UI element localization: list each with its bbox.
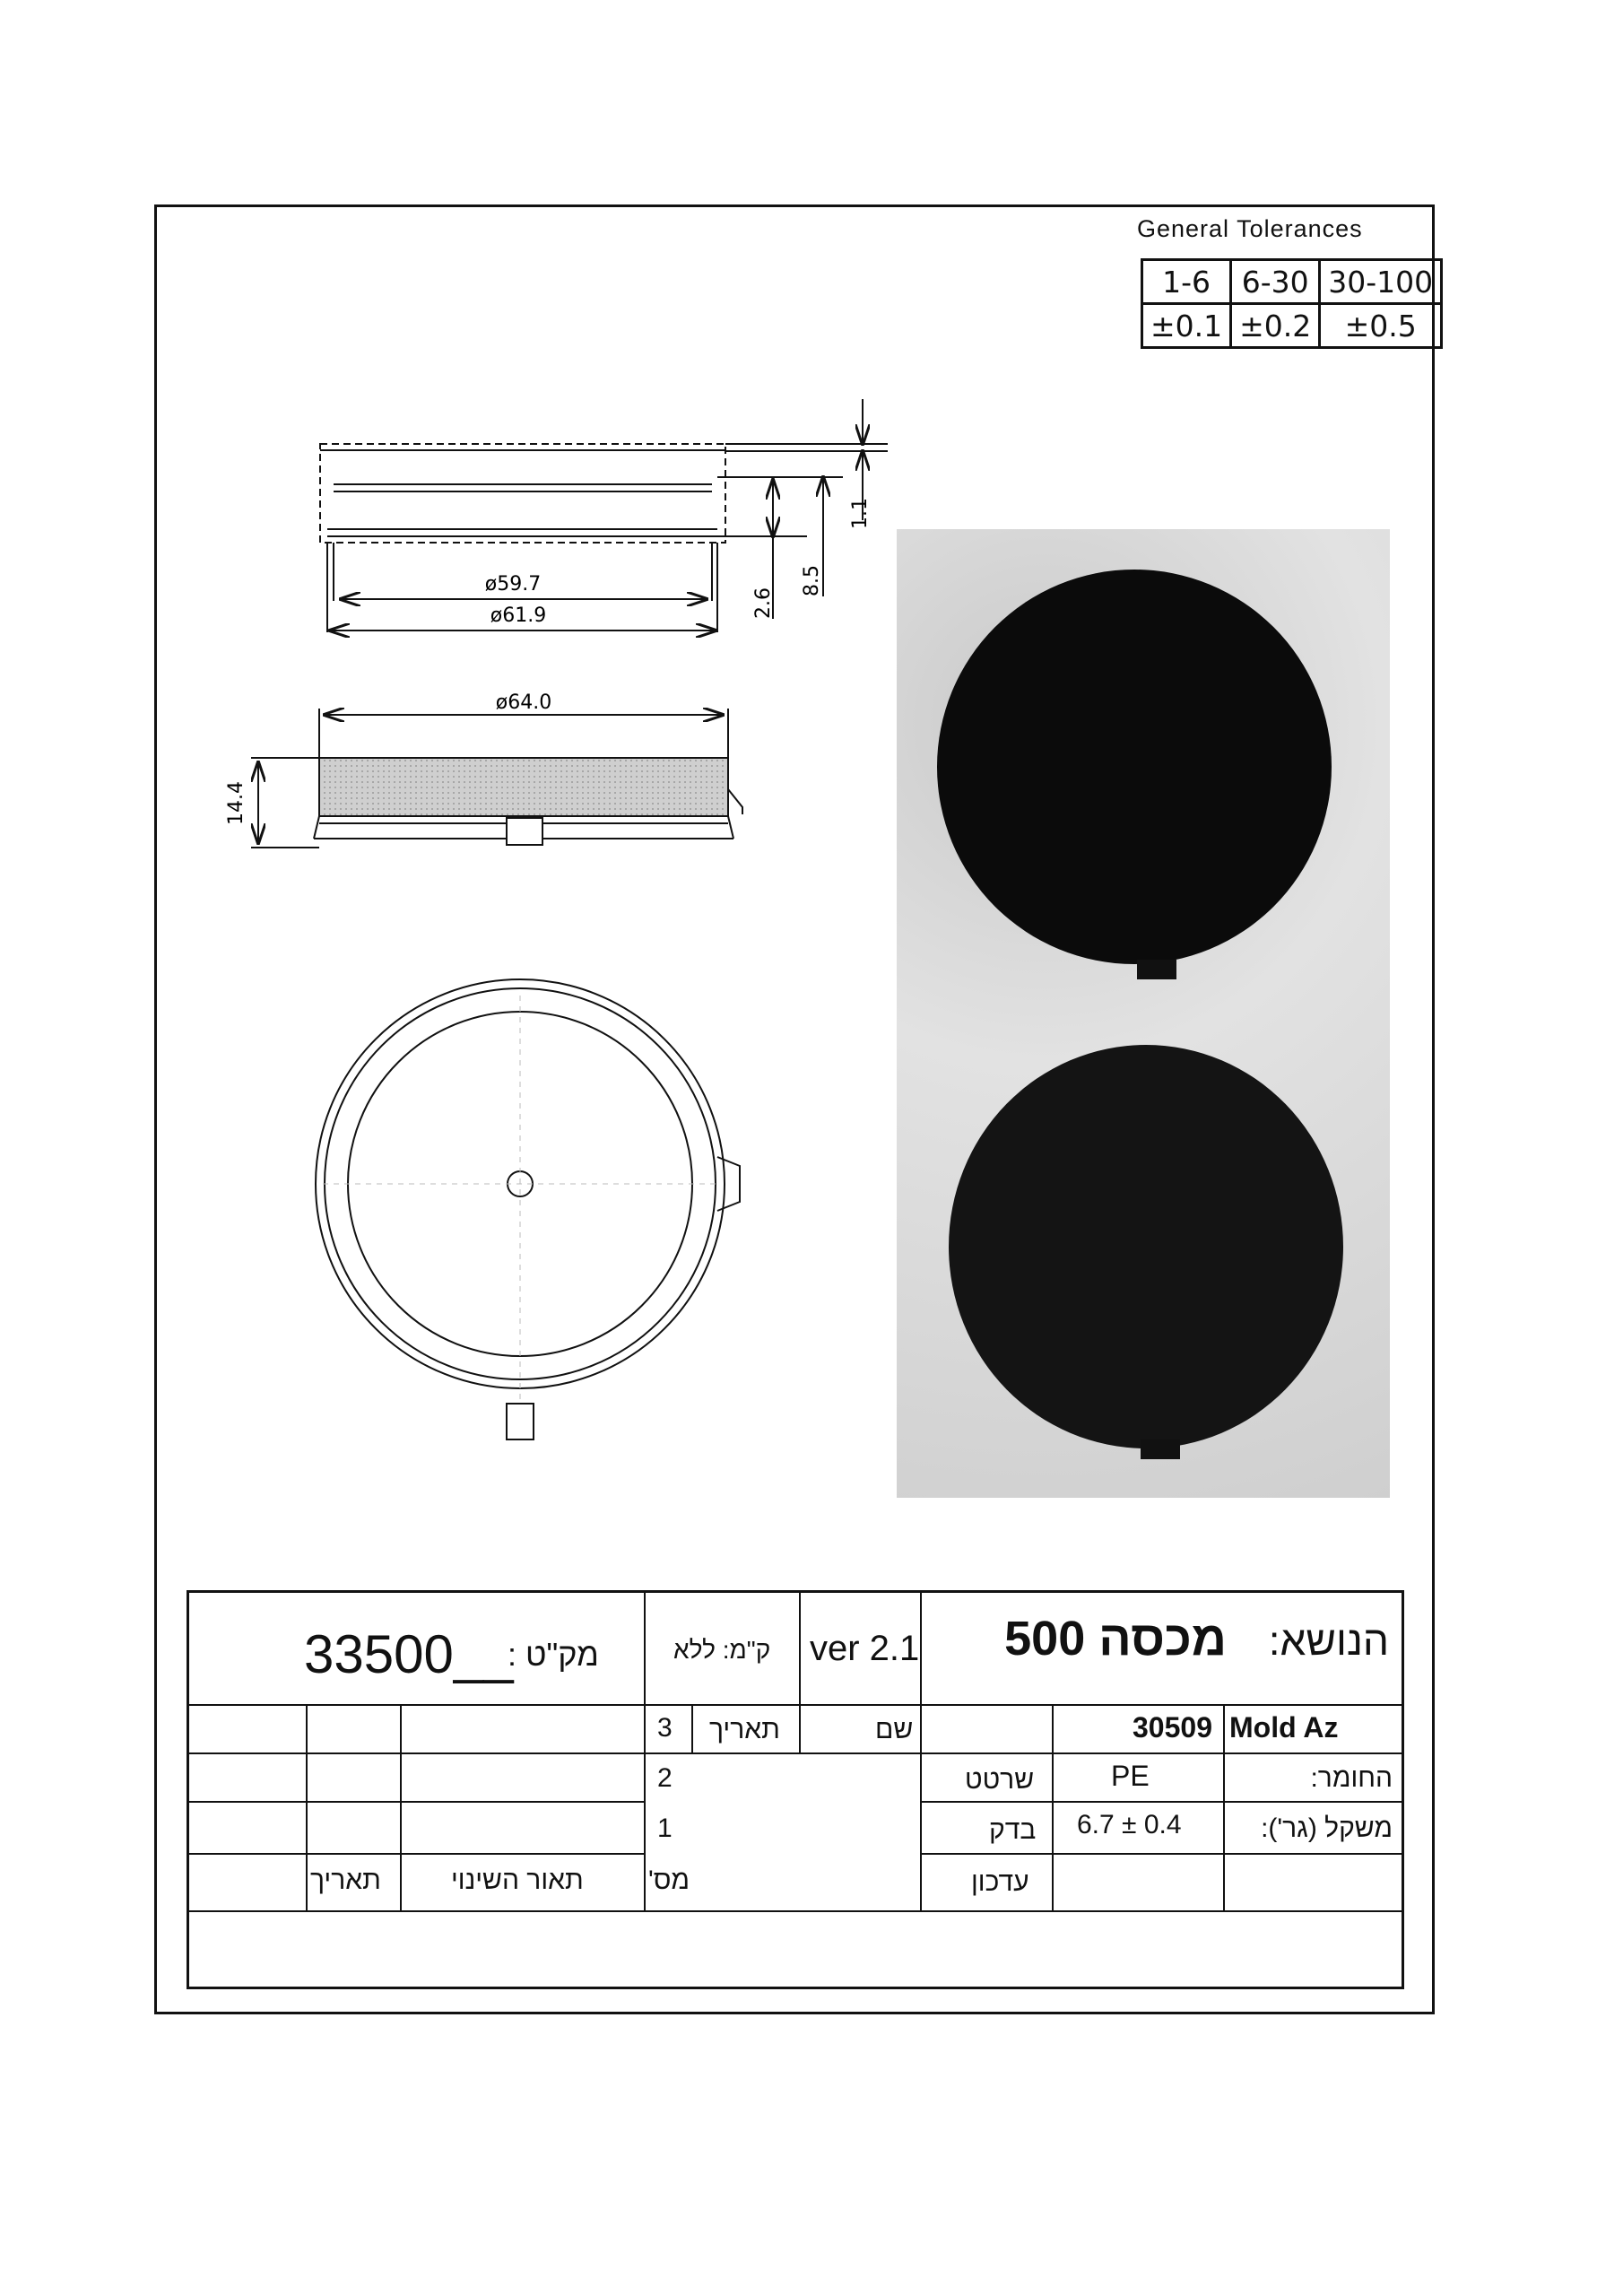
tol-value: ±0.1 <box>1142 304 1231 348</box>
dim-height: 14.4 <box>225 781 247 825</box>
tol-value: ±0.5 <box>1320 304 1442 348</box>
weight-label: משקל (גר'): <box>1261 1813 1393 1843</box>
change-date-label: תאריך <box>310 1866 381 1895</box>
updated-label: עדכון <box>971 1867 1029 1897</box>
drafted-label: שרטט <box>965 1765 1035 1795</box>
material-label: החומר: <box>1310 1763 1393 1793</box>
mold-number: 30509 <box>1133 1711 1212 1744</box>
checked-label: בדק <box>989 1815 1037 1845</box>
dim-d-inner: ø59.7 <box>484 573 542 596</box>
lid-tab <box>1141 1439 1180 1459</box>
rev-no-label: מס' <box>648 1866 690 1895</box>
lid-photo-top <box>937 570 1332 964</box>
dim-h-26: 2.6 <box>752 587 775 619</box>
rev-3: 3 <box>657 1713 673 1743</box>
subject-value: מכסה 500 <box>1004 1612 1227 1665</box>
title-block <box>187 1590 1404 1989</box>
tol-range: 30-100 <box>1320 260 1442 304</box>
km-note: ק"מ: ללא <box>673 1636 771 1664</box>
rev-1: 1 <box>657 1813 673 1843</box>
dim-d-mid: ø61.9 <box>490 604 547 627</box>
name-label: שם <box>875 1715 914 1744</box>
date-label: תאריך <box>709 1715 780 1744</box>
rev-2: 2 <box>657 1763 673 1793</box>
dim-h-11: 1.1 <box>849 498 872 529</box>
lid-photo-bottom <box>949 1045 1343 1448</box>
side-view <box>251 709 742 848</box>
material-value: PE <box>1111 1760 1150 1792</box>
change-desc-label: תאור השינוי <box>451 1866 584 1895</box>
dim-d-outer: ø64.0 <box>495 691 552 714</box>
dim-h-85: 8.5 <box>801 565 823 596</box>
product-photo <box>897 529 1390 1498</box>
top-view <box>316 979 740 1439</box>
catalog-label: מק"ט : <box>508 1636 599 1673</box>
section-view <box>320 399 888 632</box>
tol-value: ±0.2 <box>1231 304 1320 348</box>
subject-label: הנושא: <box>1268 1617 1389 1664</box>
tolerances-title: General Tolerances <box>1137 215 1363 242</box>
tol-range: 6-30 <box>1231 260 1320 304</box>
tol-range: 1-6 <box>1142 260 1231 304</box>
lid-tab <box>1137 960 1176 979</box>
catalog-value: 33500__ <box>304 1624 514 1684</box>
weight-value: 6.7 ± 0.4 <box>1077 1810 1182 1839</box>
version: ver 2.1 <box>810 1629 920 1668</box>
mold-name: Mold Az <box>1229 1711 1339 1744</box>
